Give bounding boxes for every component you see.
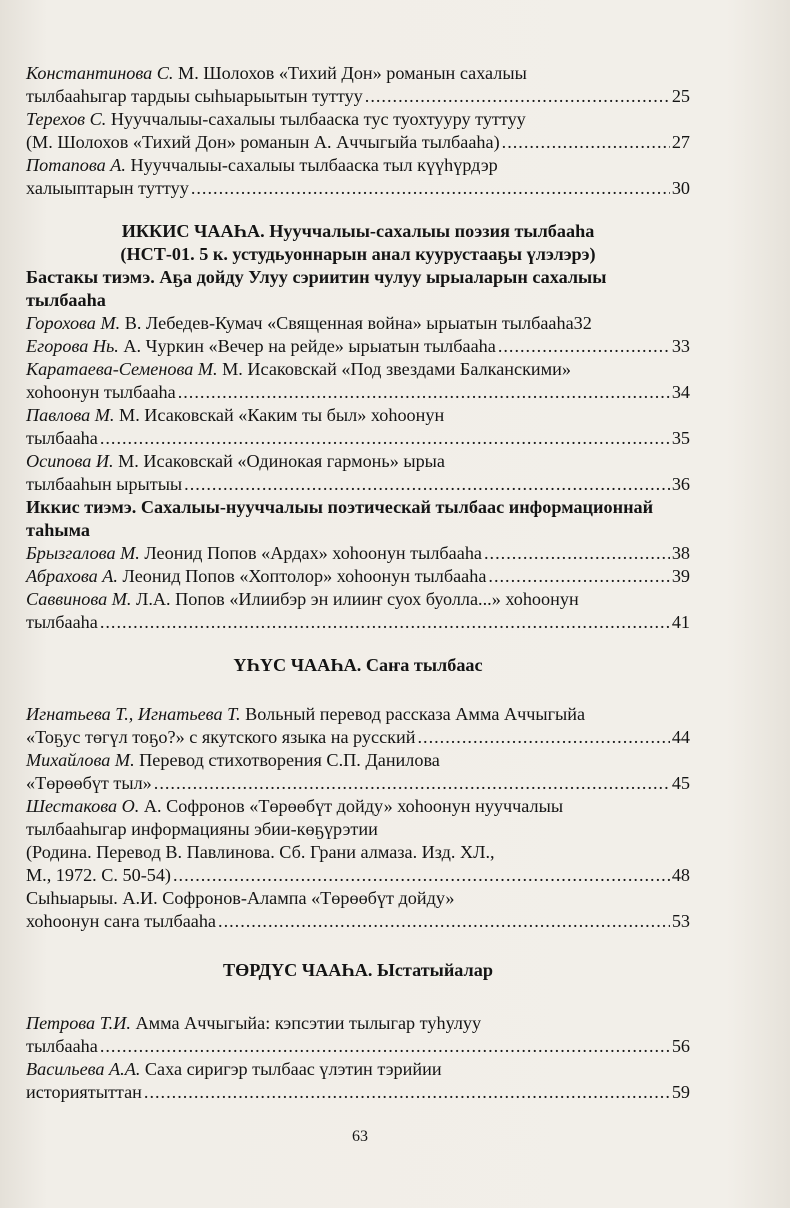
entry-title-line: Перевод стихотворения С.П. Данилова — [139, 750, 440, 770]
theme-heading-line: Иккис тиэмэ. Сахалыы-нууччалыы поэтическай тылбаас информационнай — [26, 497, 654, 517]
theme-heading — [26, 496, 690, 542]
entry-page-number: 25 — [671, 86, 690, 106]
entry-title-line: М. Исаковскай «Под звездами Балканскими» — [222, 359, 572, 379]
toc-entry — [26, 887, 690, 933]
toc-entry — [26, 588, 690, 634]
dot-leader — [100, 1035, 670, 1058]
toc-entry — [26, 795, 690, 887]
toc-entry — [26, 1058, 690, 1104]
entry-author: Константинова С. — [26, 63, 174, 83]
entry-title-line: М. Исаковскай «Каким ты был» хоһоонун — [119, 405, 445, 425]
entry-title-line: В. Лебедев-Кумач «Священная война» ырыатын тылбааһа — [124, 313, 574, 333]
entry-author: Петрова Т.И. — [26, 1013, 131, 1033]
entry-author: Егорова Нь. — [26, 336, 119, 356]
entry-page-number: 41 — [671, 612, 690, 632]
part-subheading: (НСТ-01. 5 к. устудьуоннарын анал куурустааҕы үлэлэрэ) — [120, 244, 596, 264]
dot-leader — [502, 131, 670, 154]
entry-title-line: А. Софронов «Төрөөбүт дойду» хоһоонун нууччалыы — [143, 796, 564, 816]
entry-page-number: 59 — [671, 1082, 690, 1102]
theme-heading-line: Бастакы тиэмэ. Аҕа дойду Улуу сэриитин чулуу ырыаларын сахалыы — [26, 267, 607, 287]
entry-author: Саввинова М. — [26, 589, 132, 609]
entry-page-number: 38 — [671, 543, 690, 563]
entry-page-number: 30 — [671, 178, 690, 198]
toc-entry — [26, 312, 690, 335]
entry-author: Потапова А. — [26, 155, 126, 175]
part-heading: ТӨРДҮС ЧААҺА. Ыстатыйалар — [223, 960, 493, 980]
part-heading: ҮҺҮС ЧААҺА. Саҥа тылбаас — [233, 655, 483, 675]
dot-leader — [100, 427, 670, 450]
entry-title-line: «Тоҕус төгүл тоҕо?» с якутского языка на русский — [26, 727, 416, 747]
entry-title-line: халыыптарын туттуу — [26, 178, 189, 198]
entry-title-line: М. Исаковскай «Одинокая гармонь» ырыа — [118, 451, 445, 471]
entry-title-line: А. Чуркин «Вечер на рейде» ырыатын тылбааһа — [123, 336, 496, 356]
entry-author: Павлова М. — [26, 405, 115, 425]
toc-entry — [26, 542, 690, 565]
dot-leader — [488, 565, 669, 588]
entry-title-line: тылбааһыгар информацияны эбии-көҕүрэтии — [26, 819, 378, 839]
entry-page-number: 33 — [671, 336, 690, 356]
entry-title-line: тылбааһа — [26, 612, 98, 632]
entry-title-line: Саха сиригэр тылбаас үлэтин тэрийии — [144, 1059, 442, 1079]
dot-leader — [417, 726, 669, 749]
part-heading: ИККИС ЧААҺА. Нууччалыы-сахалыы поэзия тылбааһа — [121, 221, 595, 241]
entry-page-number: 45 — [671, 773, 690, 793]
entry-author: Михайлова М. — [26, 750, 135, 770]
table-of-contents — [26, 62, 690, 1104]
entry-title-line: историятыттан — [26, 1082, 142, 1102]
entry-page-number: 48 — [671, 865, 690, 885]
entry-page-number: 27 — [671, 132, 690, 152]
entry-page-number: 36 — [671, 474, 690, 494]
entry-page-number: 39 — [671, 566, 690, 586]
toc-entry — [26, 62, 690, 108]
toc-entry — [26, 154, 690, 200]
entry-author: Игнатьева Т., Игнатьева Т. — [26, 704, 241, 724]
dot-leader — [484, 542, 670, 565]
dot-leader — [191, 177, 670, 200]
entry-page-number: 56 — [671, 1036, 690, 1056]
dot-leader — [154, 772, 670, 795]
entry-author: Шестакова О. — [26, 796, 140, 816]
entry-title-line: «Төрөөбүт тыл» — [26, 773, 152, 793]
toc-entry — [26, 565, 690, 588]
entry-title-line: Амма Аччыгыйа: кэпсэтии тылыгар туһулуу — [135, 1013, 482, 1033]
entry-page-number: 53 — [671, 911, 690, 931]
entry-title-line: Леонид Попов «Хоптолор» хоһоонун тылбааһа — [122, 566, 487, 586]
entry-title-line: Нууччалыы-сахалыы тылбааска тус туохтууру туттуу — [110, 109, 526, 129]
entry-title-line: (Родина. Перевод В. Павлинова. Сб. Грани алмаза. Изд. ХЛ., — [26, 842, 495, 862]
entry-author: Горохова М. — [26, 313, 121, 333]
entry-author: Каратаева-Семенова М. — [26, 359, 218, 379]
dot-leader — [178, 381, 670, 404]
entry-title-line: (М. Шолохов «Тихий Дон» романын А. Аччыгыйа тылбааһа) — [26, 132, 500, 152]
entry-page-number: 44 — [671, 727, 690, 747]
entry-title-line: тылбааһа — [26, 428, 98, 448]
toc-entry — [26, 358, 690, 404]
entry-title-line: хоһоонун саҥа тылбааһа — [26, 911, 217, 931]
entry-author: Васильева А.А. — [26, 1059, 141, 1079]
toc-entry — [26, 404, 690, 450]
entry-author: Осипова И. — [26, 451, 114, 471]
entry-title-line: М. Шолохов «Тихий Дон» романын сахалыы — [178, 63, 527, 83]
entry-title-line: тылбааһа — [26, 1036, 98, 1056]
dot-leader — [144, 1081, 670, 1104]
theme-heading-line: таһыма — [26, 520, 90, 540]
toc-entry — [26, 108, 690, 154]
entry-title-line: Сыһыарыы. А.И. Софронов-Алампа «Төрөөбүт дойду» — [26, 888, 455, 908]
dot-leader — [365, 85, 670, 108]
toc-entry — [26, 450, 690, 496]
dot-leader — [184, 473, 670, 496]
entry-title-line: Леонид Попов «Ардах» хоһоонун тылбааһа — [144, 543, 482, 563]
toc-entry — [26, 1012, 690, 1058]
entry-title-line: тылбааһыгар тардыы сыһыарыытын туттуу — [26, 86, 363, 106]
dot-leader — [498, 335, 670, 358]
entry-author: Брызгалова М. — [26, 543, 140, 563]
entry-author: Абрахова А. — [26, 566, 118, 586]
entry-author: Терехов С. — [26, 109, 107, 129]
toc-entry — [26, 749, 690, 795]
entry-title-line: Л.А. Попов «Илиибэр эн илииҥ суох буолла...» хоһоонун — [136, 589, 579, 609]
entry-title-line: тылбааһын ырытыы — [26, 474, 183, 494]
toc-entry — [26, 335, 690, 358]
entry-page-number: 34 — [671, 382, 690, 402]
entry-page-number: 35 — [671, 428, 690, 448]
entry-title-line: хоһоонун тылбааһа — [26, 382, 176, 402]
dot-leader — [173, 864, 670, 887]
dot-leader — [100, 611, 670, 634]
theme-heading — [26, 266, 690, 312]
theme-heading-line: тылбааһа — [26, 290, 106, 310]
entry-title-line: М., 1972. С. 50-54) — [26, 865, 171, 885]
toc-entry — [26, 703, 690, 749]
entry-title-line: Нууччалыы-сахалыы тылбааска тыл күүһүрдэр — [130, 155, 498, 175]
page-number: 63 — [352, 1128, 368, 1145]
dot-leader — [218, 910, 670, 933]
entry-page-number: 32 — [573, 313, 592, 333]
entry-title-line: Вольный перевод рассказа Амма Аччыгыйа — [245, 704, 586, 724]
